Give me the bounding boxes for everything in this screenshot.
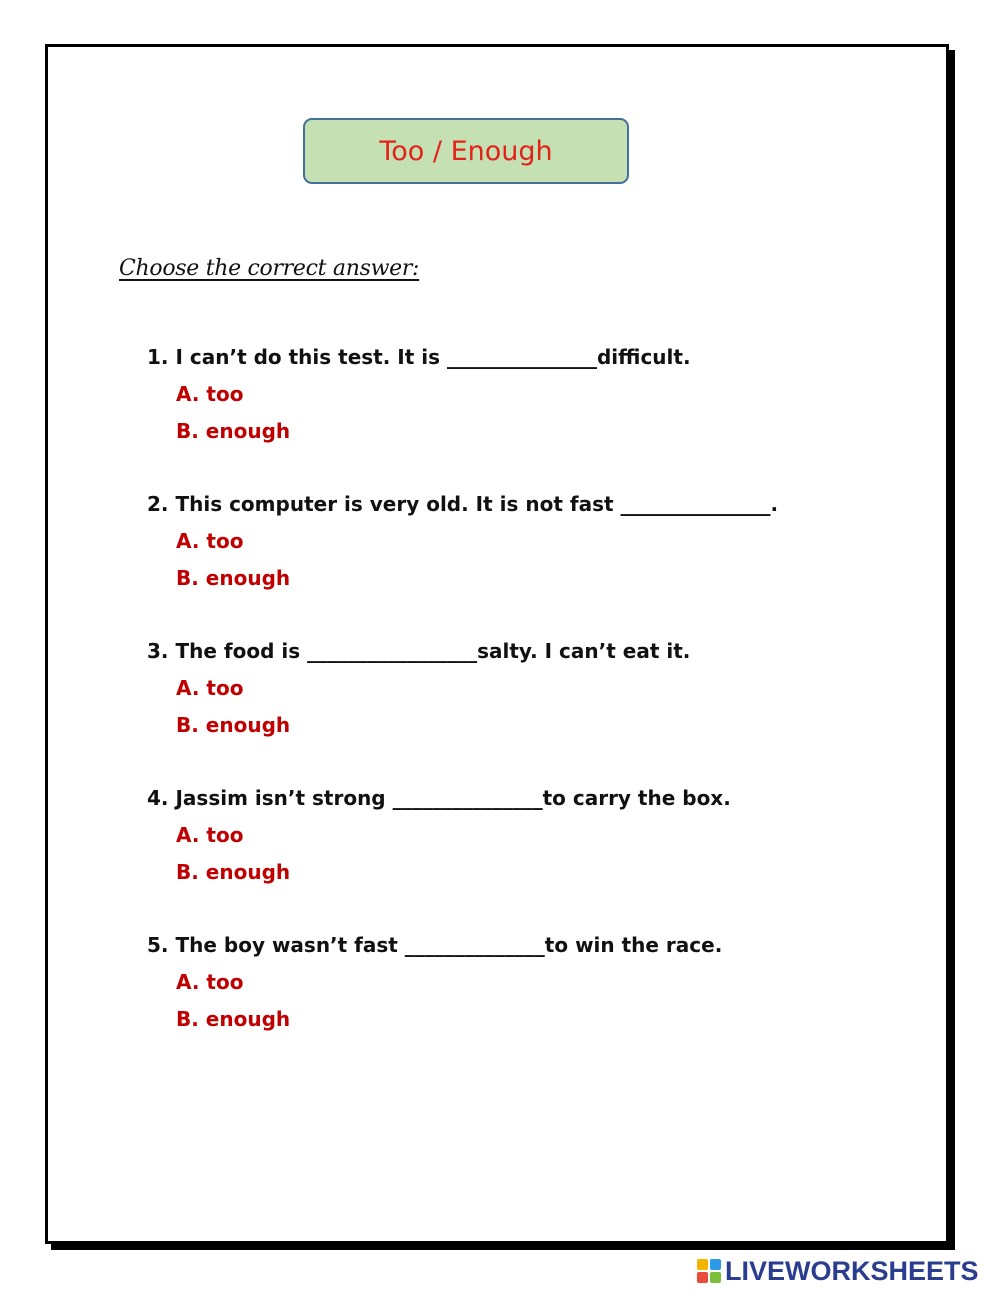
option-b[interactable]: B. enough [176,419,291,443]
worksheet-title: Too / Enough [379,135,553,167]
option-a[interactable]: A. too [176,382,244,406]
question-item [147,490,907,592]
logo-block [710,1272,721,1283]
option-b[interactable]: B. enough [176,713,291,737]
logo-block [697,1272,708,1283]
option-b[interactable]: B. enough [176,860,291,884]
question-item [147,784,907,886]
option-a[interactable]: A. too [176,529,244,553]
option-b[interactable]: B. enough [176,1007,291,1031]
question-text: 2. This computer is very old. It is not fast _______________. [147,492,779,516]
brand-name: LIVEWORKSHEETS [725,1255,979,1286]
question-item [147,637,907,739]
instruction-text: Choose the correct answer: [119,256,420,281]
logo-blocks-icon [697,1259,721,1283]
question-text: 3. The food is _________________salty. I can’t eat it. [147,639,691,663]
question-item [147,931,907,1033]
option-a[interactable]: A. too [176,823,244,847]
logo-block [697,1259,708,1270]
title-box [303,118,629,184]
question-text: 1. I can’t do this test. It is _______________difficult. [147,345,691,369]
option-a[interactable]: A. too [176,970,244,994]
question-text: 4. Jassim isn’t strong _______________to carry the box. [147,786,731,810]
question-item [147,343,907,445]
option-b[interactable]: B. enough [176,566,291,590]
option-a[interactable]: A. too [176,676,244,700]
liveworksheets-logo [697,1256,979,1286]
question-text: 5. The boy wasn’t fast ______________to win the race. [147,933,723,957]
logo-block [710,1259,721,1270]
